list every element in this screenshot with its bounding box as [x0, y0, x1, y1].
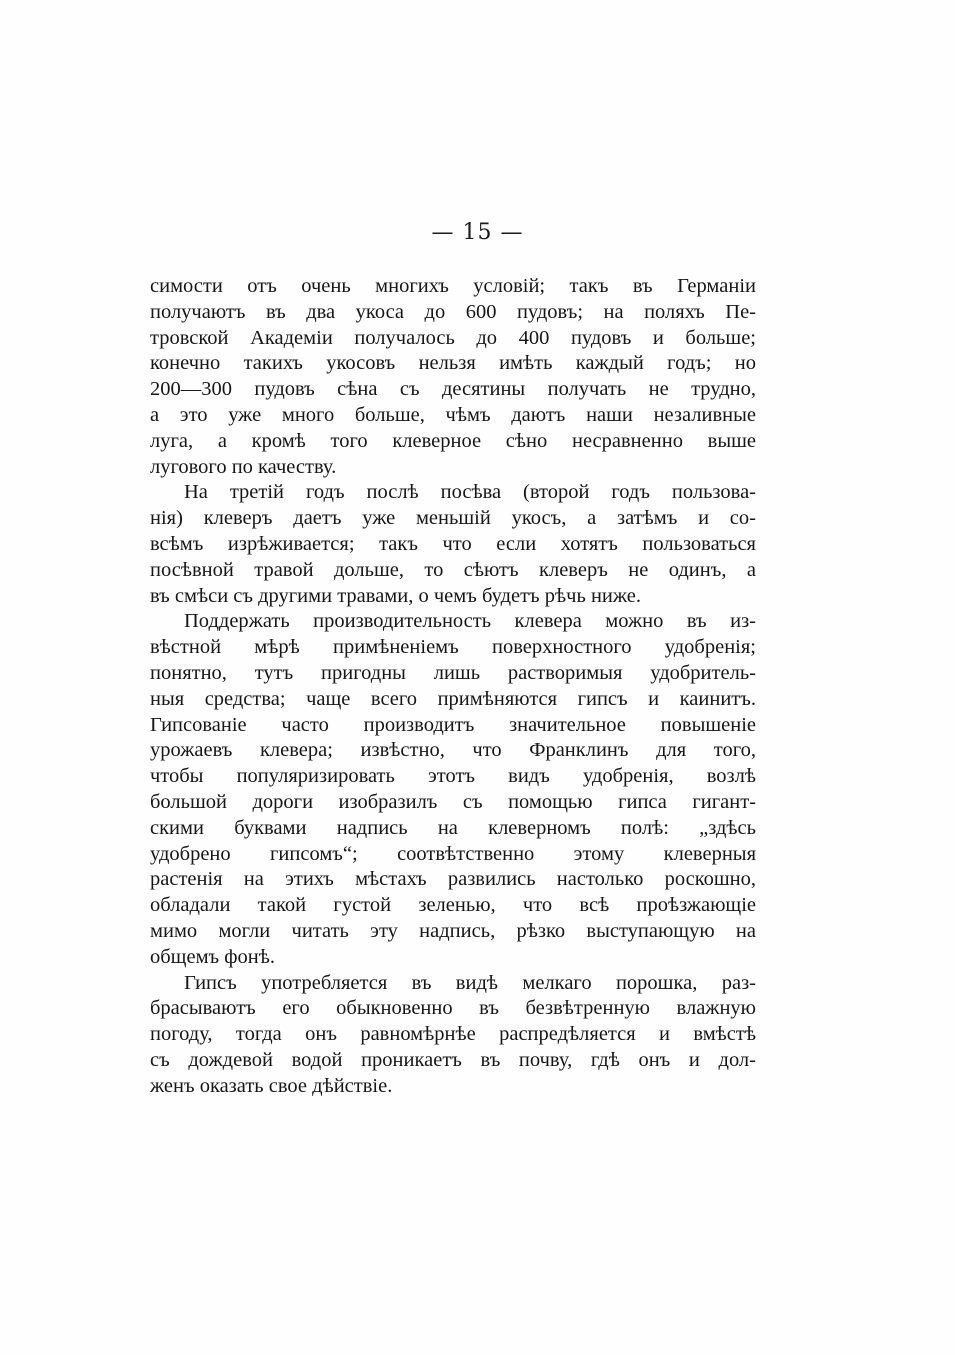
text-line: погоду, тогда онъ равномѣрнѣе распредѣляется и вмѣстѣ [150, 1023, 756, 1046]
text-line: удобрено гипсомъ“; соотвѣтственно этому клеверныя [150, 842, 756, 865]
text-line: посѣвной травой дольше, то сѣютъ клеверъ не одинъ, а [150, 558, 756, 581]
text-line: Гипсованіе часто производитъ значительное повышеніе [150, 713, 756, 736]
text-line: симости отъ очень многихъ условій; такъ въ Германіи [150, 275, 756, 297]
paragraph [150, 609, 756, 970]
text-line: урожаевъ клевера; извѣстно, что Франклинъ для того, [150, 739, 756, 762]
text-line: конечно такихъ укосовъ нельзя имѣть каждый годъ; но [150, 352, 756, 375]
text-line: а это уже много больше, чѣмъ даютъ наши незаливные [150, 403, 756, 426]
body-text [150, 274, 756, 1100]
paragraph [150, 274, 756, 480]
text-line: нія) клеверъ даетъ уже меньшій укосъ, а затѣмъ и со- [150, 507, 756, 530]
text-line: большой дороги изобразилъ съ помощью гипса гигант- [150, 790, 756, 813]
text-line: понятно, тутъ пригодны лишь растворимыя удобритель- [150, 661, 756, 684]
paragraph [150, 480, 756, 609]
text-line: получаютъ въ два укоса до 600 пудовъ; на поляхъ Пе- [150, 300, 756, 323]
text-line: На третій годъ послѣ посѣва (второй годъ пользова- [184, 481, 756, 504]
paragraph [150, 971, 756, 1100]
text-line: 200—300 пудовъ сѣна съ десятины получать не трудно, [150, 378, 756, 401]
page-number: — 15 — [431, 220, 524, 245]
text-line: чтобы популяризировать этотъ видъ удобренія, возлѣ [150, 765, 756, 788]
text-line: растенія на этихъ мѣстахъ развились настолько роскошно, [150, 868, 756, 891]
text-line: лугового по качеству. [150, 455, 337, 478]
text-line: всѣмъ изрѣживается; такъ что если хотятъ пользоваться [150, 532, 756, 555]
text-line: Поддержать производительность клевера можно въ из- [184, 610, 756, 633]
text-line: въ смѣси съ другими травами, о чемъ будетъ рѣчь ниже. [150, 584, 642, 607]
text-line: брасываютъ его обыкновенно въ безвѣтренную влажную [150, 997, 756, 1020]
text-line: съ дождевой водой проникаетъ въ почву, гдѣ онъ и дол- [150, 1048, 756, 1071]
text-line: общемъ фонѣ. [150, 945, 276, 968]
text-line: вѣстной мѣрѣ примѣненіемъ поверхностного удобренія; [150, 636, 756, 659]
text-line: тровской Академіи получалось до 400 пудовъ и больше; [150, 326, 756, 349]
text-line: обладали такой густой зеленью, что всѣ проѣзжающіе [150, 894, 756, 917]
text-line: женъ оказать свое дѣйствіе. [150, 1074, 393, 1097]
text-line: мимо могли читать эту надпись, рѣзко выступающую на [150, 919, 756, 942]
text-line: луга, а кромѣ того клеверное сѣно несравненно выше [150, 429, 756, 452]
text-line: ныя средства; чаще всего примѣняются гипсъ и каинитъ. [150, 687, 756, 710]
text-line: скими буквами надпись на клеверномъ полѣ: „здѣсь [150, 816, 756, 839]
text-line: Гипсъ употребляется въ видѣ мелкаго порошка, раз- [184, 971, 756, 994]
